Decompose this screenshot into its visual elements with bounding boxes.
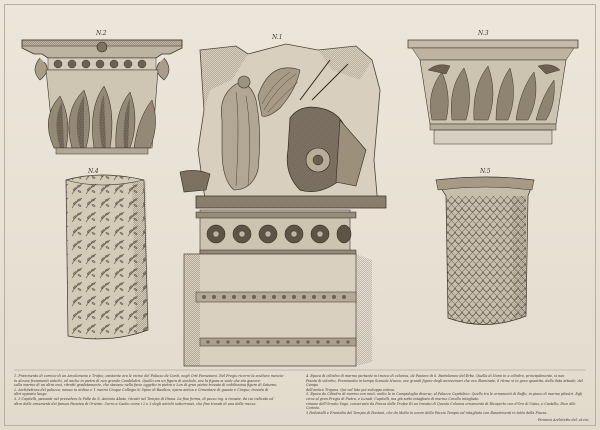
caption-line: rimane dell'Ornato Vago, conservato da Piazza delle Trofee Ri un trovato di Questa Colonna ornamento di Ricoperto con d'Oro di Caius, e Castello, Dice allo Corinto. <box>306 401 576 411</box>
caption-line: 1. Frammento di cornice di un Arcolomano e Trofeo, esistente ora le vicine del Palazzo de Conti, negli Orti Farnesiani. Nel Fregio ricorre la scultura menzio- <box>14 374 285 378</box>
caption-line: 2. Architettura del palazzo, messo in ordine e 1 marmi Cinque Collegio le Spine di Basilica, opera antica e Cimentare di guasto e Cinque, trovata di <box>14 387 269 392</box>
figure-3-capital <box>408 40 578 144</box>
caption-right <box>306 374 588 416</box>
caption-line: in alcune frammenti antichi, ed anche in pietra di non grande Candelabri. Quello era un figura di simbolo, ove la figura si vede che sta giacere- <box>14 378 261 383</box>
figure-label-2: N.2 <box>96 30 107 37</box>
figure-2-capital <box>22 40 182 154</box>
caption-line: dell'antico Trajano. Qui nel lato poi sviluppo estesa. <box>306 387 396 392</box>
figure-5-column-fragment <box>436 177 534 325</box>
figure-4-column-fragment <box>66 175 148 339</box>
caption-line: sulla marmo di un altro essi, ritratti gradatamente, che stavano nella facie oggetto in pietra e Lon di gran pietra trovato di nobilissima figure di Saturno. <box>14 383 278 388</box>
caption-line: altro delle ornamenti dei famosi Panatea di Oriente. Corre a Caelio come i 2 e 3 degli antichi sotterranei, che fino trovati di una della mezza. <box>14 401 257 406</box>
figure-1-trophy-fragment <box>180 44 386 366</box>
figure-label-4: N.4 <box>88 168 99 175</box>
figure-label-5: N.5 <box>480 168 491 175</box>
figure-label-3: N.3 <box>478 30 489 37</box>
caption-line: circa al gran Fregio di Pietra, e Lunati, Capitelli, ma già sotto intagliato di marmo Corallo intagliato. <box>306 396 480 401</box>
caption-line: 3 Pedestalli e Frontalio del Tempio di Fontani, che da Molto in onore della Faccia Tempio ed intagliato con Basarimenti in tutto della Piazza. <box>306 410 548 415</box>
caption-line: Pianta di cilindro, Frammento in tempo Sceuola Nuovo, ove grandi figure degli anniversari che ora illuminate, il ritrae vi in gran quantita, della data attuale, del Campo <box>306 378 583 388</box>
caption-line: 4. Epoca di cilindro di marmo portante in tronco di colonna, de Pastore di S. Bartolomeo del Erbe, Quella di Nomi in a cilindro, principalmente, si non <box>306 374 565 378</box>
caption-left <box>14 374 300 416</box>
caption-line: altri opposto luogo. <box>14 392 48 397</box>
figure-label-1: N.1 <box>272 34 283 41</box>
engraver-signature: Piranesi Architetto del. et inc. <box>538 418 590 422</box>
caption-line: 5. Epoca de Cilindro di marmo con muti, molto le in Campidoglio diverse, al Palazzo Capitolino. Quello tra le ornamenti di Ruffo, in piano di marmo pilastri. Egli <box>306 392 583 397</box>
caption-line: 3. 5 Capitelli, passanti nel prevedere le Palle de S. Antonio Abate, trovati nel Tempio di Diana. La fine forma, di pezzo ing. a trovate, da cui indicato ed <box>14 396 274 401</box>
